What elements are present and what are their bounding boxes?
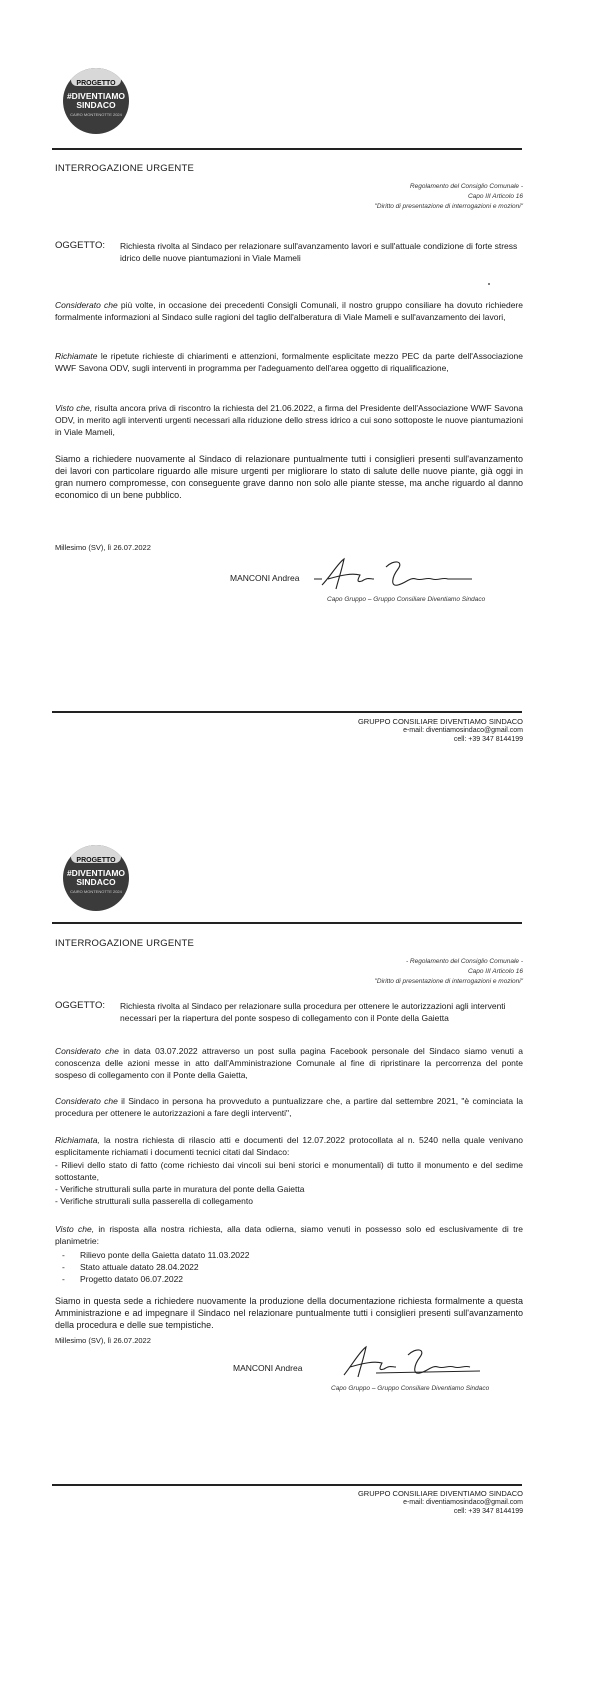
paragraph-visto-che: Visto che, in risposta alla nostra richiesta, alla data odierna, siamo venuti in possesso solo ed esclusivamente di tre planimetrie: xyxy=(55,1224,523,1246)
progetto-diventiamo-sindaco-logo: PROGETTO #DIVENTIAMO SINDACO CAIRO MONTENOTTE 2024 xyxy=(63,845,129,911)
handwritten-signature xyxy=(312,555,480,597)
signer-name: MANCONI Andrea xyxy=(230,573,300,583)
page-2 xyxy=(0,845,595,1689)
regulation-reference: - Regolamento del Consiglio Comunale - Capo III Articolo 16 "Diritto di presentazione di interrogazioni e mozioni" xyxy=(374,958,523,985)
planimetrie-list xyxy=(62,1249,250,1285)
regulation-reference: Regolamento del Consiglio Comunale - Capo III Articolo 16 "Diritto di presentazione di interrogazioni e mozioni" xyxy=(374,183,523,210)
footer-contacts: GRUPPO CONSILIARE DIVENTIAMO SINDACO e-mail: diventiamosindaco@gmail.com cell: +39 347 8144199 xyxy=(357,1489,523,1515)
oggetto-label: OGGETTO: xyxy=(55,1000,105,1011)
paragraph-richiesta: Siamo a richiedere nuovamente al Sindaco di relazionare puntualmente tutti i consiglieri presenti sull'avanzamento dei lavori con particolare riguardo alle misure urgenti per migliorare lo stato di salute delle nuove piante, già oggi in gran numero compromesse, con conseguente grave danno non solo alle piante stesse, ma anche riguardo al danno economico di un bene pubblico. xyxy=(55,454,523,500)
paragraph-considerato-1: Considerato che in data 03.07.2022 attraverso un post sulla pagina Facebook personale del Sindaco siamo venuti a conoscenza delle azioni messe in atto dall'Amministrazione Comunale al fine di ripristinare la percorrenza del ponte sospeso di collegamento con il Ponte della Gaietta, xyxy=(55,1046,523,1080)
progetto-diventiamo-sindaco-logo: PROGETTO #DIVENTIAMO SINDACO CAIRO MONTENOTTE 2024 xyxy=(63,68,129,134)
footer-contacts: GRUPPO CONSILIARE DIVENTIAMO SINDACO e-mail: diventiamosindaco@gmail.com cell: +39 347 8144199 xyxy=(357,717,523,743)
list-item: - Rilievo ponte della Gaietta datato 11.03.2022 xyxy=(62,1250,250,1260)
footer-rule xyxy=(52,711,522,713)
list-item: - Stato attuale datato 28.04.2022 xyxy=(62,1262,199,1272)
paragraph-richiamata: Richiamata, la nostra richiesta di rilascio atti e documenti del 12.07.2022 protocollata al n. 5240 nella quale venivano esplicitamente richiamati i documenti tecnici citati dal Sindaco: xyxy=(55,1135,523,1157)
header-rule xyxy=(52,922,522,924)
handwritten-signature xyxy=(336,1343,486,1385)
list-item: - Progetto datato 06.07.2022 xyxy=(62,1274,184,1284)
header-rule xyxy=(52,148,522,150)
list-item: - Verifiche strutturali sulla parte in muratura del ponte della Gaietta xyxy=(55,1184,305,1194)
paragraph-richiamate: Richiamate le ripetute richieste di chiarimenti e attenzioni, formalmente esplicitate mezzo PEC da parte dell'Associazione WWF Savona ODV, sugli interventi in programma per l'adeguamento dell'area oggetto di riqualificazione, xyxy=(55,351,523,373)
document-heading: INTERROGAZIONE URGENTE xyxy=(55,938,194,949)
paragraph-considerato: Considerato che più volte, in occasione dei precedenti Consigli Comunali, il nostro gruppo consiliare ha dovuto richiedere formalmente informazioni al Sindaco sulle ragioni del taglio dell'alberatura di Viale Mameli e sull'avanzamento dei lavori, xyxy=(55,300,523,322)
oggetto-text: Richiesta rivolta al Sindaco per relazionare sull'avanzamento lavori e sull'attuale condizione di forte stress idrico delle nuove piantumazioni in Viale Mameli xyxy=(120,241,518,263)
list-item: - Rilievi dello stato di fatto (come richiesto dai vincoli sui beni storici e monumentali) di tutto il monumento e del sedime sottostante, xyxy=(55,1160,523,1182)
oggetto-text: Richiesta rivolta al Sindaco per relazionare sulla procedura per ottenere le autorizzazioni agli interventi necessari per la riapertura del ponte sospeso di collegamento con il Ponte della Gaietta xyxy=(120,1001,506,1023)
date-place: Millesimo (SV), lì 26.07.2022 xyxy=(55,1336,151,1345)
paragraph-richiesta: Siamo in questa sede a richiedere nuovamente la produzione della documentazione richiesta formalmente a questa Amministrazione e ad impegnare il Sindaco nel relazionare puntualmente tutti i consiglieri presenti sull'avanzamento della procedura e delle sue tempistiche. xyxy=(55,1296,523,1330)
richiamata-items xyxy=(55,1159,523,1207)
footer-rule xyxy=(52,1484,522,1486)
paragraph-considerato-2: Considerato che il Sindaco in persona ha provveduto a puntualizzare che, a partire dal settembre 2021, "è cominciata la procedura per ottenere le autorizzazioni a fare degli interventi", xyxy=(55,1096,523,1118)
scan-speck xyxy=(488,283,490,285)
signer-name: MANCONI Andrea xyxy=(233,1363,303,1373)
paragraph-visto-che: Visto che, risulta ancora priva di riscontro la richiesta del 21.06.2022, a firma del Presidente dell'Associazione WWF Savona ODV, in merito agli interventi urgenti necessari alla riduzione dello stress idrico a cui sono sottoposte le nuove piantumazioni in Viale Mameli, xyxy=(55,403,524,437)
list-item: - Verifiche strutturali sulla passerella di collegamento xyxy=(55,1196,253,1206)
signer-role: Capo Gruppo – Gruppo Consiliare Diventiamo Sindaco xyxy=(331,1385,490,1392)
date-place: Millesimo (SV), lì 26.07.2022 xyxy=(55,543,151,552)
oggetto-label: OGGETTO: xyxy=(55,240,105,251)
document-heading: INTERROGAZIONE URGENTE xyxy=(55,163,194,174)
signer-role: Capo Gruppo – Gruppo Consiliare Diventiamo Sindaco xyxy=(327,596,486,603)
